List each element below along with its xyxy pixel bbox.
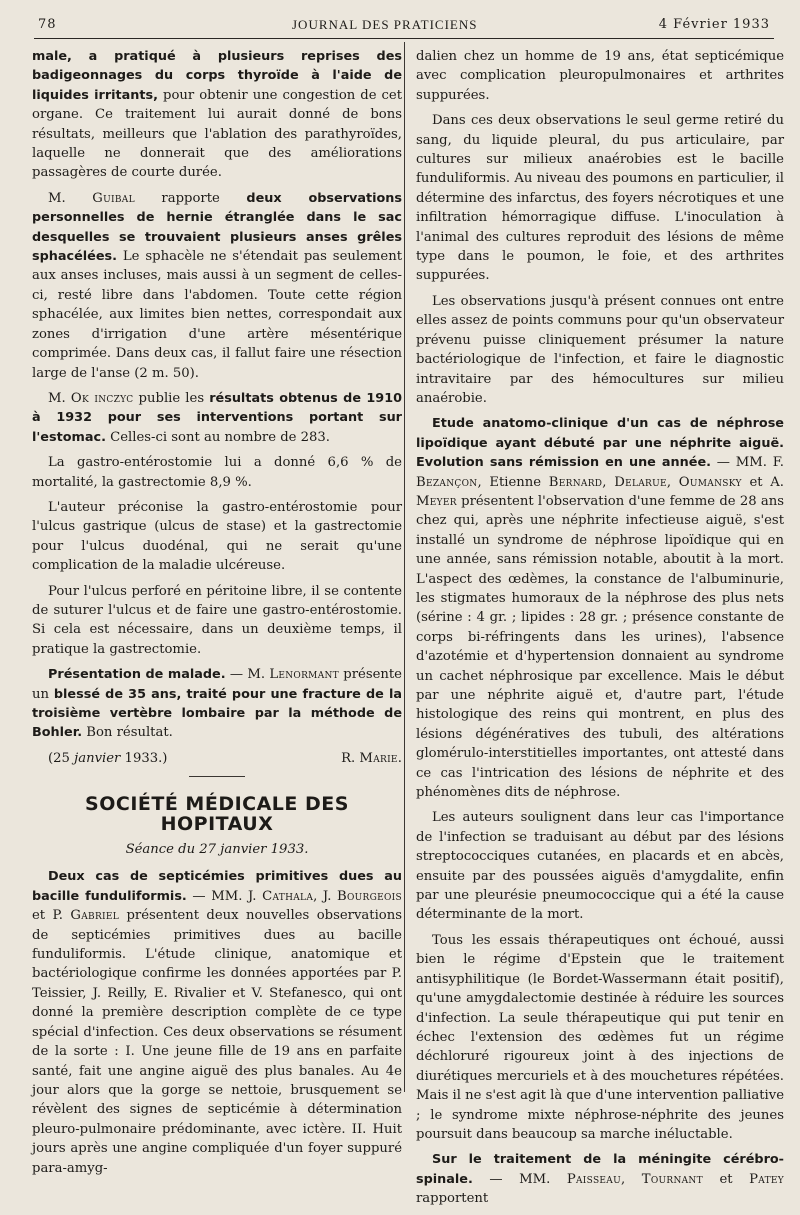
left-column — [32, 47, 402, 1184]
column-divider — [404, 42, 405, 1092]
paragraph: L'auteur préconise la gastro-entérostomie pour l'ulcus gastrique (ulcus de stase) et la gastrectomie pour l'ulcus duodénal, qui ne serait qu'une complication de la maladie ulcéreuse. — [32, 499, 402, 574]
section-separator — [189, 776, 245, 777]
paragraph: Dans ces deux observations le seul germe retiré du sang, du liquide pleural, du pus articulaire, par cultures sur milieux anaérobies est le bacille funduliformis. Au niveau des poumons en particulier, il détermine des infarctus, des foyers nécrotiques et une infiltration hémorragique diffuse. L'inoculation à l'animal des cultures reproduit des lésions de même type dans le poumon, le foie, et des arthrites suppurées. — [416, 113, 784, 284]
paragraph: Deux cas de septicémies primitives dues au bacille funduliformis. — MM. J. Cathala, J. Bourgeois et P. Gabriel présentent deux nouvelles observations de septicémies primitives dues au bacille funduliformis. L'étude clinique, anatomique et bactériologique confirme les données apportées par P. Teissier, J. Reilly, E. Rivalier et V. Stefanesco, qui ont donné la première description complète de ce type spécial d'infection. Ces deux observations se résument de la sorte : I. Une jeune fille de 19 ans en parfaite santé, fait une angine aiguë des plus banales. Au 4e jour alors que la gorge se nettoie, brusquement se révèlent des signes de septicémie à détermination pleuro-pulmonaire prédominante, avec ictère. II. Huit jours après une angine compliquée d'un foyer suppuré para-amyg- — [32, 869, 402, 1176]
report-signature — [32, 749, 402, 768]
report-date: (25 janvier 1933.) — [48, 750, 168, 766]
paragraph: Etude anatomo-clinique d'un cas de néphrose lipoïdique ayant débuté par une néphrite aiguë. Evolution sans rémission en une année. — MM. F. Bezançon, Etienne Bernard, Delarue, Oumansky et A. Meyer présentent l'observation d'une femme de 28 ans chez qui, après une néphrite infectieuse aiguë, s'est installé un syndrome de néphrose lipoïdique qui en une année, sans rémission notable, aboutit à la mort. L'aspect des œdèmes, la constance de l'albuminurie, les stigmates humoraux de la néphrose des plus nets (sérine : 4 gr. ; lipides : 28 gr. ; présence constante de corps bi-réfringents dans les urines), l'absence d'azotémie et d'hypertension donnaient au syndrome un cachet néphrosique par excellence. Mais le début par une néphrite aiguë et, d'autre part, l'étude histologique des reins qui montrent, en plus des lésions dégénératives des tubuli, des altérations glomérulo-interstitielles importantes, ont attesté dans ce cas l'intrication des lésions de néphrite et des phénomènes dits de néphrose. — [416, 416, 785, 801]
session-date: Séance du 27 janvier 1933. — [125, 842, 309, 858]
paragraph: Les auteurs soulignent dans leur cas l'importance de l'infection se traduisant au début par des lésions streptococciques cutanées, en placards et en abcès, ensuite par des poussées aiguës d'amygdalite, enfin par une pleurésie pneumococcique qui a été la cause déterminante de la mort. — [416, 810, 784, 923]
issue-date: 4 Février 1933 — [658, 17, 770, 32]
paragraph: Présentation de malade. — M. Lenormant présente un blessé de 35 ans, traité pour une fracture de la troisième vertèbre lombaire par la méthode de Bohler. Bon résultat. — [32, 667, 402, 741]
right-column — [416, 47, 784, 1215]
report-author: R. Marie. — [341, 750, 402, 766]
journal-title: JOURNAL DES PRATICIENS — [292, 17, 478, 32]
paragraph: male, a pratiqué à plusieurs reprises des badigeonnages du corps thyroïde à l'aide de liquides irritants, pour obtenir une congestion de cet organe. Ce traitement lui aurait donné de bons résultats, meilleurs que l'ablation des parathyroïdes, laquelle ne donnerait que des améliorations passagères de courte durée. — [32, 49, 403, 181]
section-title: SOCIÉTÉ MÉDICALE DES HOPITAUX — [85, 793, 349, 835]
paragraph: M. Ok inczyc publie les résultats obtenus de 1910 à 1932 pour ses interventions portant sur l'estomac. Celles-ci sont au nombre de 283. — [32, 390, 403, 445]
paragraph: Les observations jusqu'à présent connues ont entre elles assez de points communs pour qu'un observateur prévenu puisse cliniquement présumer la nature bactériologique de l'infection, et faire le diagnostic intravitaire par des hémocultures sur milieu anaérobie. — [416, 293, 784, 406]
paragraph: Tous les essais thérapeutiques ont échoué, aussi bien le régime d'Epstein que le traitement antisyphilitique (le Bordet-Wassermann était positif), qu'une amygdalectomie destinée à réduire les sources d'infection. La seule thérapeutique qui put tenir en échec l'extension des œdèmes fut un régime déchloruré rigoureux joint à des injections de diurétiques mercuriels et à des mouchetures répétées. Mais il ne s'est agit là que d'une intervention palliative ; le syndrome mixte néphrose-néphrite des jeunes poursuit dans beaucoup sa marche inéluctable. — [416, 932, 784, 1142]
paragraph: M. Guibal rapporte deux observations personnelles de hernie étranglée dans le sac desquelles se trouvaient plusieurs anses grêles sphacélées. Le sphacèle ne s'étendait pas seulement aux anses incluses, mais aussi à un segment de celles-ci, resté libre dans l'abdomen. Toute cette région sphacélée, aux limites bien nettes, correspondait aux zones d'irrigation d'une artère mésentérique comprimée. Dans deux cas, il fallut faire une résection large de l'anse (2 m. 50). — [32, 190, 403, 381]
page-header — [34, 14, 774, 39]
page-number: 78 — [38, 17, 57, 32]
paragraph: Sur le traitement de la méningite cérébro-spinale. — MM. Paisseau, Tournant et Patey rapportent — [416, 1152, 784, 1207]
paragraph: dalien chez un homme de 19 ans, état septicémique avec complication pleuropulmonaires et arthrites suppurées. — [416, 49, 784, 103]
paragraph: Pour l'ulcus perforé en péritoine libre, il se contente de suturer l'ulcus et de faire une gastro-entérostomie. Si cela est nécessaire, dans un deuxième temps, il pratique la gastrectomie. — [32, 583, 402, 657]
paragraph: La gastro-entérostomie lui a donné 6,6 % de mortalité, la gastrectomie 8,9 %. — [32, 455, 402, 490]
